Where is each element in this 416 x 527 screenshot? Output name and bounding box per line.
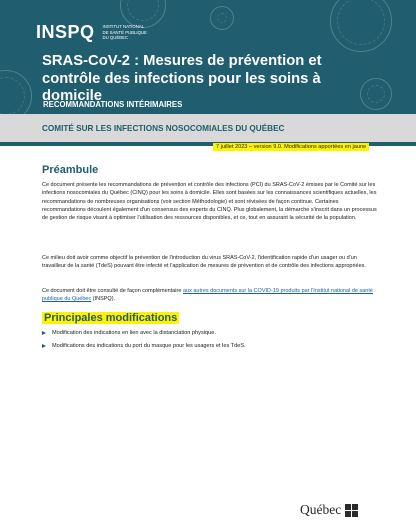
logo-text: INSPQ xyxy=(36,22,95,42)
institute-name: INSTITUT NATIONAL DE SANTÉ PUBLIQUE DU QUÉBEC xyxy=(102,24,147,41)
committee-name: COMITÉ SUR LES INFECTIONS NOSOCOMIALES DU QUÉBEC xyxy=(42,124,285,133)
quebec-logo xyxy=(300,502,358,518)
preamble-paragraph-1: Ce document présente les recommandations de prévention et contrôle des infections (PCI) du SRAS-CoV-2 émises par le Comité sur les infections nosocomiales du Québec (CINQ) pour les soins à domicile. Elles sont basées sur les connaissances scientifiques actuelles, les recommandations de nombreuses organisations (voir section Méthodologie) et sont révisées de façon continue. Certaines recommandations découlent également d'un consensus des experts du CINQ. Plus globalement, la démarche s'inscrit dans un processus de gestion de risque visant à optimiser l'utilisation des ressources disponibles, et ce, tout en assurant la sécurité de la population. xyxy=(42,182,377,222)
list-item-text: Modifications des indications du port du masque pour les usagers et les TdeS. xyxy=(52,343,246,349)
list-item xyxy=(42,329,378,337)
paragraph-text: (INSPQ). xyxy=(91,296,116,303)
version-note: 7 juillet 2023 – version 9.0. Modifications apportées en jaune xyxy=(213,143,369,151)
changes-heading-text: Principales modifications xyxy=(44,312,178,324)
preamble-heading: Préambule xyxy=(42,164,99,176)
inspq-logo xyxy=(36,22,151,43)
document-title: SRAS-CoV-2 : Mesures de prévention et contrôle des infections pour les soins à domicile xyxy=(42,53,322,104)
committee-banner xyxy=(0,114,416,142)
list-item xyxy=(42,342,378,350)
document-subtitle: RECOMMANDATIONS INTÉRIMAIRES xyxy=(43,100,183,109)
preamble-paragraph-2: Ce milieu doit avoir comme objectif la prévention de l'introduction du virus SRAS-CoV-2, l'identification rapide d'un usager ou d'un travailleur de la santé (TdeS) pouvant être infecté et l'application de mesures de prévention et de contrôle des infections appropriées. xyxy=(42,255,366,270)
virus-decoration xyxy=(210,6,234,30)
quebec-wordmark: Québec xyxy=(300,502,342,517)
paragraph-text: Ce document doit être consulté de façon complémentaire xyxy=(42,288,183,294)
changes-list xyxy=(42,329,378,355)
preamble-paragraph-3 xyxy=(42,287,378,304)
bullet-triangle-icon xyxy=(42,331,46,335)
bullet-triangle-icon xyxy=(42,344,46,348)
changes-heading xyxy=(42,312,179,324)
virus-decoration xyxy=(330,0,392,52)
covid-documents-link[interactable]: aux autres documents sur la COVID-19 produits par l'Institut national de santé publique du Québec xyxy=(42,288,373,303)
list-item-text: Modification des indications en lien avec la distanciation physique. xyxy=(52,330,216,336)
quebec-flag-icon xyxy=(345,504,358,517)
